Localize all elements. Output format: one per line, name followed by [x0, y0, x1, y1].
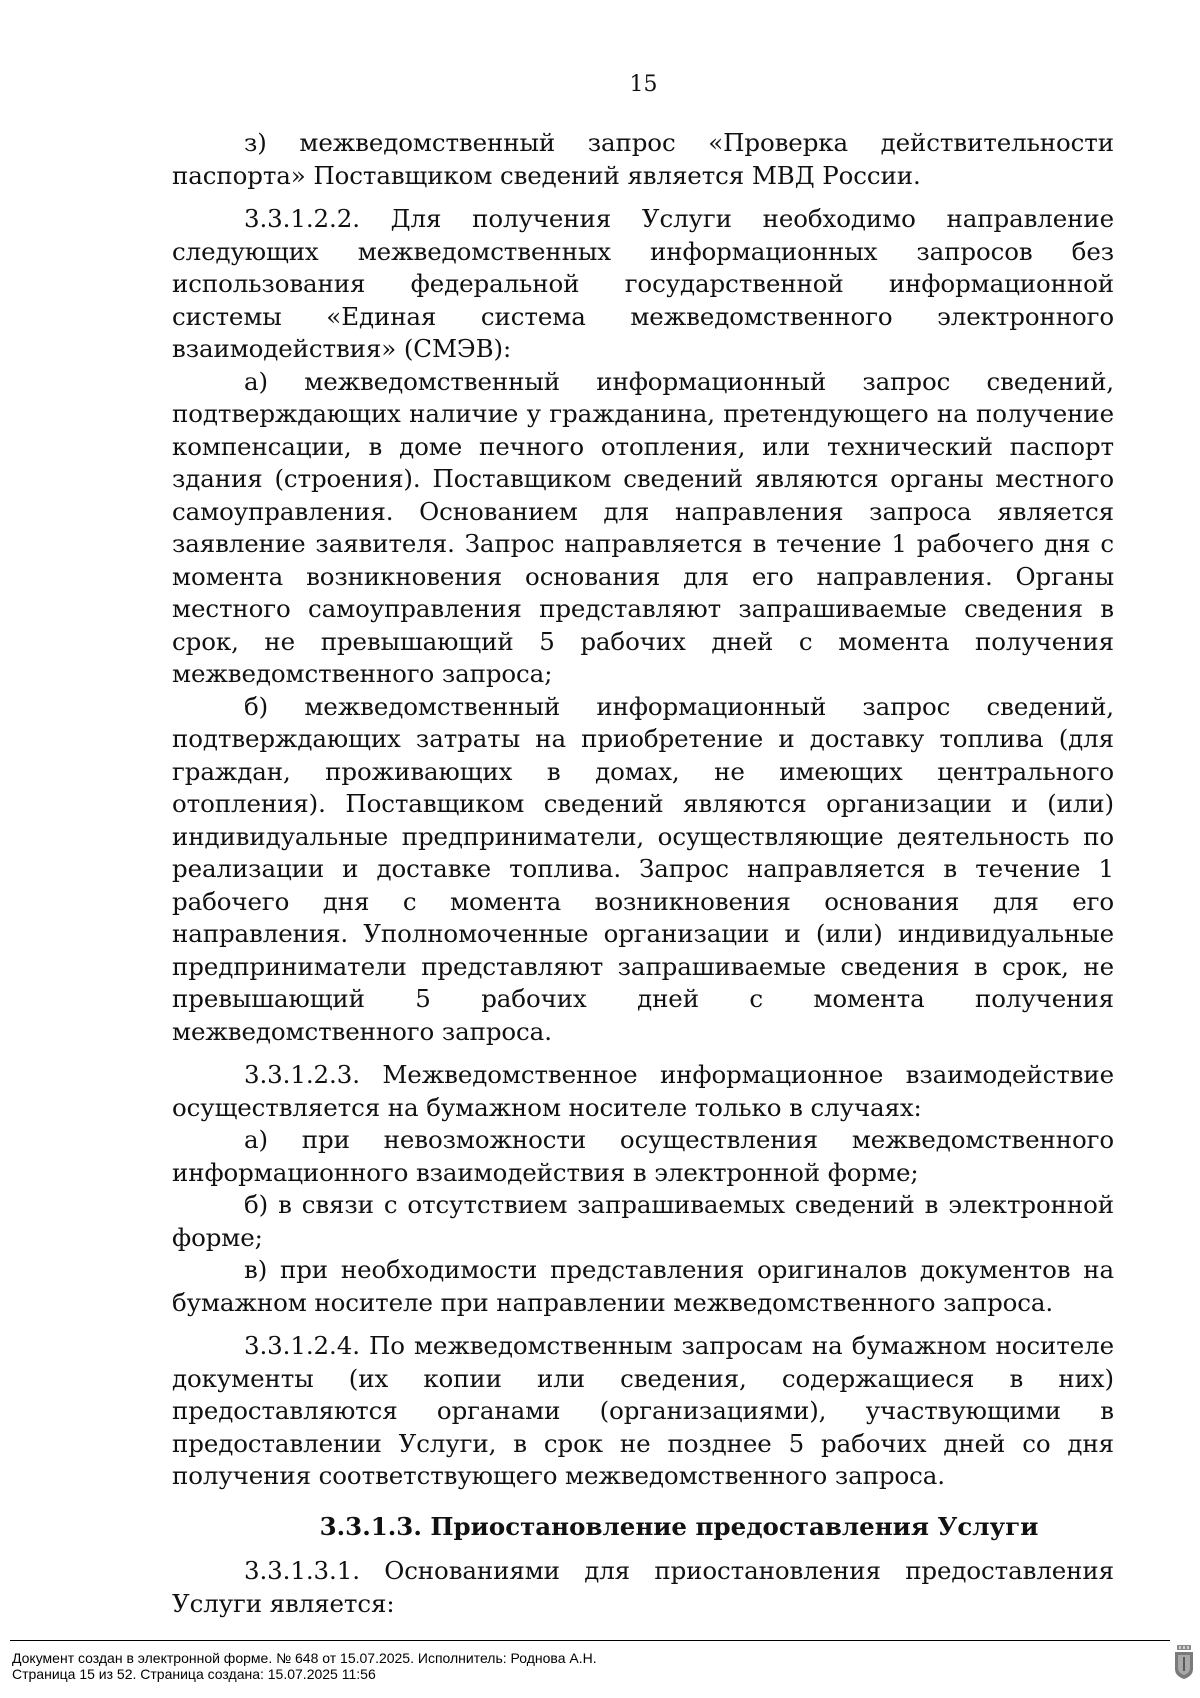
document-footer — [12, 1650, 597, 1682]
paragraph-b: б) межведомственный информационный запрос сведений, подтверждающих затраты на приобретение и доставку топлива (для граждан, проживающих в домах, не имеющих центрального отопления). Поставщиком сведений являются организации и (или) индивидуальные предприниматели, осуществляющие деятельность по реализации и доставке топлива. Запрос направляется в течение 1 рабочего дня с момента возникновения основания для его направления. Уполномоченные организации и (или) индивидуальные предприниматели представляют запрашиваемые сведения в срок, не превышающий 5 рабочих дней с момента получения межведомственного запроса. — [172, 691, 1114, 1046]
paragraph-z: з) межведомственный запрос «Проверка действительности паспорта» Поставщиком сведений является МВД России. — [172, 128, 1114, 190]
section-heading: 3.3.1.3. Приостановление предоставления Услуги — [319, 1511, 1039, 1541]
paragraph-case-b: б) в связи с отсутствием запрашиваемых сведений в электронной форме; — [172, 1190, 1114, 1252]
paragraph-3-3-1-2-3: 3.3.1.2.3. Межведомственное информационное взаимодействие осуществляется на бумажном носителе только в случаях: — [172, 1060, 1114, 1122]
paragraph-a: а) межведомственный информационный запрос сведений, подтверждающих наличие у гражданина, претендующего на получение компенсации, в доме печного отопления, или технический паспорт здания (строения). Поставщиком сведений являются органы местного самоуправления. Основанием для направления запроса является заявление заявителя. Запрос направляется в течение 1 рабочего дня с момента возникновения основания для его направления. Органы местного самоуправления представляют запрашиваемые сведения в срок, не превышающий 5 рабочих дней с момента получения межведомственного запроса; — [172, 366, 1114, 688]
paragraph-case-a: а) при невозможности осуществления межведомственного информационного взаимодействия в электронной форме; — [172, 1125, 1114, 1187]
footer-divider — [10, 1640, 1170, 1641]
paragraph-3-3-1-2-4: 3.3.1.2.4. По межведомственным запросам на бумажном носителе документы (их копии или сведения, содержащиеся в них) предоставляются органами (организациями), участвующими в предоставлении Услуги, в срок не позднее 5 рабочих дней со дня получения соответствующего межведомственного запроса. — [172, 1331, 1114, 1490]
paragraph-case-v: в) при необходимости представления оригиналов документов на бумажном носителе при направлении межведомственного запроса. — [172, 1255, 1114, 1317]
footer-line-2: Страница 15 из 52. Страница создана: 15.07.2025 11:56 — [12, 1666, 376, 1682]
coat-of-arms-icon — [1174, 1645, 1194, 1679]
footer-line-1: Документ создан в электронной форме. № 648 от 15.07.2025. Исполнитель: Роднова А.Н. — [12, 1650, 597, 1666]
document-body — [172, 127, 1114, 1620]
paragraph-3-3-1-3-1: 3.3.1.3.1. Основаниями для приостановления предоставления Услуги является: — [172, 1556, 1114, 1618]
page-number: 15 — [629, 72, 658, 97]
paragraph-3-3-1-2-2: 3.3.1.2.2. Для получения Услуги необходимо направление следующих межведомственных информационных запросов без использования федеральной государственной информационной системы «Единая система межведомственного электронного взаимодействия» (СМЭВ): — [172, 204, 1114, 363]
